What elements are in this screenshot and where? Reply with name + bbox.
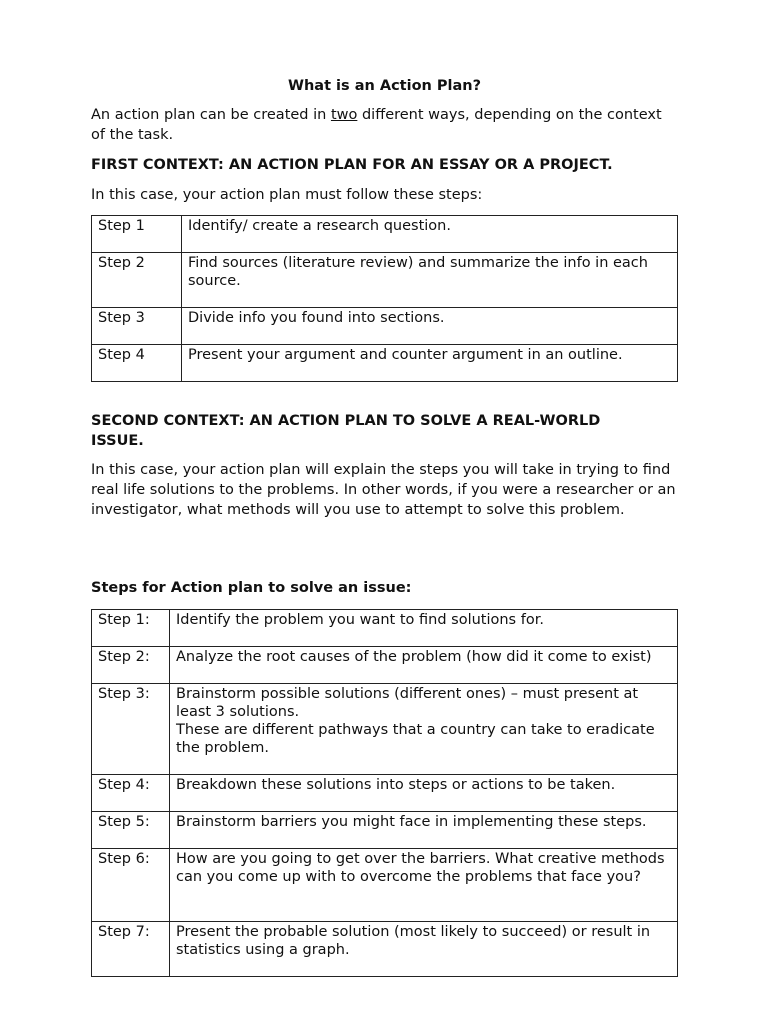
second-context-heading: SECOND CONTEXT: AN ACTION PLAN TO SOLVE A REAL-WORLD ISSUE. bbox=[91, 413, 601, 449]
step-text: Identify/ create a research question. bbox=[182, 216, 678, 253]
first-context-lead: In this case, your action plan must follow these steps: bbox=[91, 187, 483, 203]
page-title: What is an Action Plan? bbox=[287, 78, 482, 94]
step-text: Analyze the root causes of the problem (how did it come to exist) bbox=[170, 647, 678, 684]
first-context-steps-table bbox=[91, 215, 678, 382]
table-row bbox=[92, 647, 678, 684]
table-row bbox=[92, 922, 678, 977]
step-label: Step 2 bbox=[92, 253, 182, 308]
intro-underlined-word: two bbox=[330, 107, 358, 123]
step-label: Step 2: bbox=[92, 647, 170, 684]
step-text: Brainstorm possible solutions (different ones) – must present at least 3 solutions. bbox=[176, 686, 639, 720]
table-row bbox=[92, 775, 678, 812]
table-row bbox=[92, 345, 678, 382]
step-text: Present the probable solution (most likely to succeed) or result in statistics using a graph. bbox=[170, 922, 678, 977]
table-row bbox=[92, 253, 678, 308]
step-label: Step 6: bbox=[92, 849, 170, 922]
table-row bbox=[92, 812, 678, 849]
step-text: Divide info you found into sections. bbox=[182, 308, 678, 345]
step-label: Step 3 bbox=[92, 308, 182, 345]
step-text-extra: These are different pathways that a country can take to eradicate the problem. bbox=[176, 722, 655, 756]
step-text: Identify the problem you want to find solutions for. bbox=[170, 610, 678, 647]
step-label: Step 4 bbox=[92, 345, 182, 382]
step-label: Step 5: bbox=[92, 812, 170, 849]
table-row bbox=[92, 684, 678, 775]
step-label: Step 1: bbox=[92, 610, 170, 647]
step-label: Step 4: bbox=[92, 775, 170, 812]
step-text: How are you going to get over the barriers. What creative methods can you come up with to overcome the problems that face you? bbox=[170, 849, 678, 922]
second-context-paragraph: In this case, your action plan will explain the steps you will take in trying to find real life solutions to the problems. In other words, if you were a researcher or an investigator, what methods will you use to attempt to solve this problem. bbox=[91, 462, 676, 518]
step-label: Step 7: bbox=[92, 922, 170, 977]
step-text: Find sources (literature review) and summarize the info in each source. bbox=[182, 253, 678, 308]
step-text-cell bbox=[170, 684, 678, 775]
step-label: Step 3: bbox=[92, 684, 170, 775]
intro-paragraph bbox=[91, 105, 678, 145]
second-context-steps-table bbox=[91, 609, 678, 977]
table-row bbox=[92, 610, 678, 647]
table-row bbox=[92, 216, 678, 253]
step-text: Brainstorm barriers you might face in implementing these steps. bbox=[170, 812, 678, 849]
steps-heading: Steps for Action plan to solve an issue: bbox=[91, 580, 412, 596]
intro-text-after: different ways, depending on the context of the task. bbox=[91, 107, 662, 143]
step-text: Present your argument and counter argument in an outline. bbox=[182, 345, 678, 382]
intro-text-before: An action plan can be created in bbox=[91, 107, 331, 123]
step-text: Breakdown these solutions into steps or actions to be taken. bbox=[170, 775, 678, 812]
table-row bbox=[92, 308, 678, 345]
first-context-heading: FIRST CONTEXT: AN ACTION PLAN FOR AN ESSAY OR A PROJECT. bbox=[91, 157, 613, 173]
step-label: Step 1 bbox=[92, 216, 182, 253]
table-row bbox=[92, 849, 678, 922]
